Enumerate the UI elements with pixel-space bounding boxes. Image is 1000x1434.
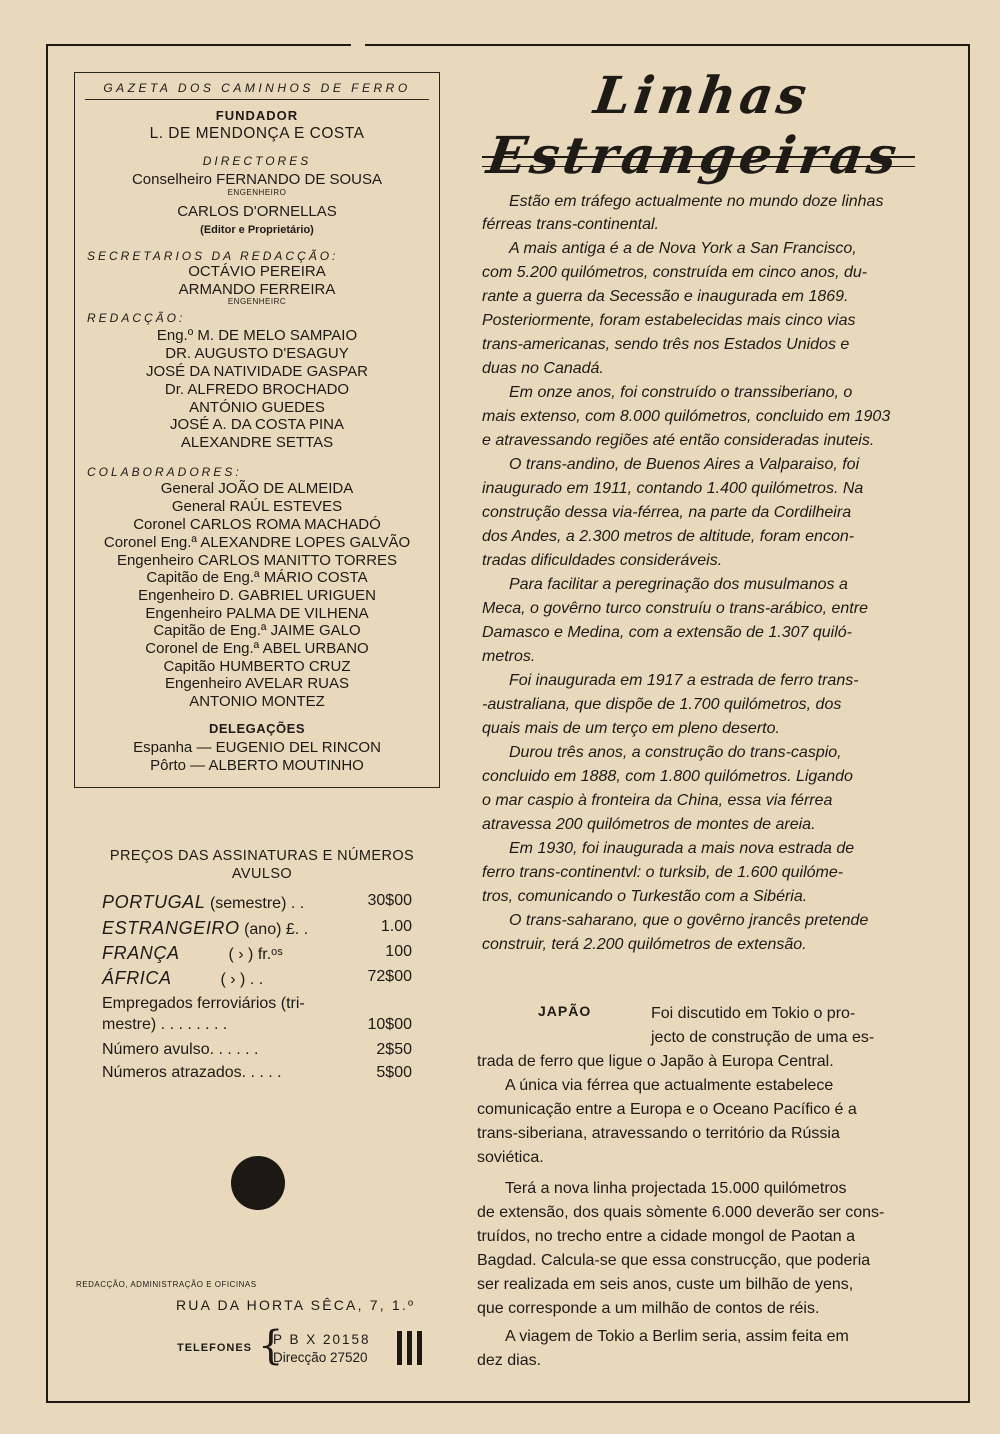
brace-glyph: { (258, 1323, 284, 1369)
editorial-member: Eng.º M. DE MELO SAMPAIO (156, 327, 358, 344)
price-row-single (102, 1041, 412, 1063)
article-line: Posteriormente, foram estabelecidas mais cinco vias (482, 312, 856, 329)
article-line: Damasco e Medina, com a extensão de 1.307 quiló- (482, 624, 852, 641)
article-title: Linhas Estrangeiras (483, 66, 905, 186)
price-value: 72$00 (367, 968, 412, 985)
title-rule-thick (482, 156, 915, 158)
price-value: 1.00 (380, 918, 412, 935)
price-row-employees-1 (102, 995, 412, 1017)
contributor: Coronel Eng.ª ALEXANDRE LOPES GALVÃO (103, 534, 411, 551)
article-line: atravessa 200 quilómetros de montes de areia. (482, 816, 816, 833)
ornament-bars (397, 1331, 423, 1365)
directors-heading: DIRECTORES (202, 154, 312, 168)
editorial-member: JOSÉ A. DA COSTA PINA (170, 416, 344, 433)
article-line: tros, comunicando o Turkestão com a Sibéria. (482, 888, 808, 905)
secretaries-heading: SECRETARIOS DA REDACÇÃO: (87, 249, 339, 263)
article-line: Em onze anos, foi construído o transsiberiano, o (509, 384, 853, 401)
price-row-back-issues (102, 1064, 412, 1086)
article-line: inaugurado em 1911, contando 1.400 quilómetros. Na (482, 480, 864, 497)
contributor: ANTONIO MONTEZ (189, 693, 325, 710)
article-line: A mais antiga é a de Nova York a San Francisco, (509, 240, 857, 257)
article-title-block (478, 64, 928, 186)
japan-line: A viagem de Tokio a Berlim seria, assim feita em (505, 1328, 849, 1345)
contributor: Engenheiro D. GABRIEL URIGUEN (138, 587, 376, 604)
border-gap (351, 40, 365, 50)
contributor: Capitão de Eng.ª JAIME GALO (153, 622, 361, 639)
director-2: CARLOS D'ORNELLAS (177, 203, 337, 220)
title-rule-thin (482, 166, 915, 167)
japan-line: de extensão, dos quais sòmente 6.000 deverão ser cons- (477, 1204, 885, 1221)
price-detail: (ano) £. . (239, 921, 309, 938)
price-country: ESTRANGEIRO (102, 918, 240, 938)
article-line: ferro trans-continentvl: o turksib, de 1.600 quilóme- (482, 864, 844, 881)
contributor: Engenheiro PALMA DE VILHENA (145, 605, 369, 622)
contributor: Engenheiro AVELAR RUAS (165, 675, 349, 692)
article-line: metros. (482, 648, 536, 665)
article-line: -australiana, que dispõe de 1.700 quilómetros, dos (482, 696, 842, 713)
contributor: Coronel CARLOS ROMA MACHADÓ (133, 516, 381, 533)
address-heading: REDACÇÃO, ADMINISTRAÇÃO E OFICINAS (76, 1280, 257, 1289)
japan-line: truídos, no trecho entre a cidade mongol de Paotan a (477, 1228, 856, 1245)
japan-line: comunicação entre a Europa e o Oceano Pacífico é a (477, 1101, 857, 1118)
japan-line: soviética. (477, 1149, 544, 1166)
article-line: com 5.200 quilómetros, construída em cinco anos, du- (482, 264, 868, 281)
contributors-heading: COLABORADORES: (87, 465, 242, 479)
japan-heading: JAPÃO (538, 1003, 592, 1019)
prices-title-1: PREÇOS DAS ASSINATURAS E NÚMEROS (109, 848, 415, 864)
japan-line: Foi discutido em Tokio o pro- (651, 1005, 856, 1022)
editorial-member: Dr. ALFREDO BROCHADO (164, 381, 350, 398)
japan-line: que corresponde a um milhão de contos de réis. (477, 1300, 820, 1317)
delegation: Espanha — EUGENIO DEL RINCON (133, 739, 381, 756)
article-line: trans-americanas, sendo três nos Estados Unidos e (482, 336, 850, 353)
article-line: Meca, o govêrno turco construíu o trans-arábico, entre (482, 600, 868, 617)
seal-emblem (231, 1156, 285, 1210)
article-line: duas no Canadá. (482, 360, 604, 377)
price-detail: ( › ) fr.ᵒˢ (179, 946, 283, 963)
article-line: construir, terá 2.200 quilómetros de extensão. (482, 936, 807, 953)
secretary-2: ARMANDO FERREIRA (178, 281, 336, 298)
article-line: O trans-andino, de Buenos Aires a Valparaiso, foi (509, 456, 860, 473)
article-line: o mar caspio à fronteira da China, essa via férrea (482, 792, 833, 809)
japan-line: ser realizada em seis anos, custe um bilhão de yens, (477, 1276, 854, 1293)
article-line: dos Andes, a 2.300 metros de altitude, foram encon- (482, 528, 855, 545)
director-2-note: (Editor e Proprietário) (200, 224, 314, 236)
phones-label: TELEFONES (177, 1342, 253, 1354)
article-line: férreas trans-continental. (482, 216, 659, 233)
price-row-africa (102, 968, 412, 990)
contributor: Coronel de Eng.ª ABEL URBANO (145, 640, 369, 657)
article-line: Para facilitar a peregrinação dos musulmanos a (509, 576, 848, 593)
japan-line: dez dias. (477, 1352, 542, 1369)
price-country: FRANÇA (102, 943, 180, 963)
secretary-1: OCTÁVIO PEREIRA (188, 263, 326, 280)
director-1: Conselheiro FERNANDO DE SOUSA (131, 171, 383, 188)
single-value: 2$50 (376, 1041, 412, 1058)
article-line: concluido em 1888, com 1.800 quilómetros. Ligando (482, 768, 853, 785)
japan-line: Terá a nova linha projectada 15.000 quilómetros (505, 1180, 847, 1197)
contributor: General JOÃO DE ALMEIDA (160, 480, 354, 497)
price-row-portugal (102, 892, 412, 914)
price-country: PORTUGAL (102, 892, 206, 912)
founder-name: L. DE MENDONÇA E COSTA (149, 125, 365, 142)
contributor: Capitão de Eng.ª MÁRIO COSTA (146, 569, 368, 586)
staff-box (74, 72, 440, 788)
phone-1: P B X 20158 (273, 1332, 371, 1347)
masthead-rule (85, 99, 429, 100)
employees-label-1: Empregados ferroviários (tri- (102, 995, 305, 1012)
editorial-heading: REDACÇÃO: (87, 311, 186, 325)
japan-line: trans-siberiana, atravessando o território da Rússia (477, 1125, 840, 1142)
article-line: rante a guerra da Secessão e inaugurada em 1869. (482, 288, 849, 305)
editorial-member: ALEXANDRE SETTAS (180, 434, 334, 451)
contributor: General RAÚL ESTEVES (171, 498, 343, 515)
article-line: e atravessando regiões até então consideradas inuteis. (482, 432, 875, 449)
back-issues-value: 5$00 (376, 1064, 412, 1081)
article-line: Foi inaugurada em 1917 a estrada de ferro trans- (509, 672, 859, 689)
price-row-employees-2 (102, 1016, 412, 1038)
contributor: Capitão HUMBERTO CRUZ (163, 658, 351, 675)
editorial-member: JOSÉ DA NATIVIDADE GASPAR (146, 363, 368, 380)
editorial-member: DR. AUGUSTO D'ESAGUY (165, 345, 349, 362)
director-1-title: ENGENHEIRO (227, 188, 287, 197)
back-issues-label: Números atrazados. . . . . (102, 1064, 282, 1081)
phone-2: Direcção 27520 (273, 1350, 368, 1365)
price-detail: ( › ) . . (171, 971, 264, 988)
employees-label-2: mestre) . . . . . . . . (102, 1016, 228, 1033)
price-row-estrangeiro (102, 918, 412, 940)
prices-title-2: AVULSO (231, 866, 293, 882)
article-line: Estão em tráfego actualmente no mundo doze linhas (509, 193, 884, 210)
japan-line: A única via férrea que actualmente estabelece (505, 1077, 834, 1094)
contributor: Engenheiro CARLOS MANITTO TORRES (116, 552, 398, 569)
price-detail: (semestre) . . (205, 895, 305, 912)
price-value: 30$00 (367, 892, 412, 909)
secretary-2-title: ENGENHEIRC (227, 297, 287, 306)
single-label: Número avulso. . . . . . (102, 1041, 259, 1058)
article-line: tradas dificuldades consideráveis. (482, 552, 723, 569)
price-value: 100 (385, 943, 412, 960)
japan-line: jecto de construção de uma es- (651, 1029, 875, 1046)
founder-heading: FUNDADOR (215, 108, 299, 123)
article-line: O trans-saharano, que o govêrno jrancês pretende (509, 912, 869, 929)
article-line: Durou três anos, a construção do trans-caspio, (509, 744, 842, 761)
article-line: Em 1930, foi inaugurada a mais nova estrada de (509, 840, 855, 857)
price-country: ÁFRICA (102, 968, 172, 988)
price-row-franca (102, 943, 412, 965)
japan-line: Bagdad. Calcula-se que essa construcção, que poderia (477, 1252, 871, 1269)
employees-value: 10$00 (367, 1016, 412, 1033)
street-address: RUA DA HORTA SÊCA, 7, 1.º (176, 1297, 416, 1313)
delegation: Pôrto — ALBERTO MOUTINHO (150, 757, 364, 774)
delegations-heading: DELEGAÇÕES (208, 721, 305, 736)
article-line: quais mais de um terço em pleno deserto. (482, 720, 780, 737)
article-line: construção dessa via-férrea, na parte da Cordilheira (482, 504, 852, 521)
masthead: GAZETA DOS CAMINHOS DE FERRO (103, 81, 411, 95)
japan-line: trada de ferro que ligue o Japão à Europa Central. (477, 1053, 834, 1070)
editorial-member: ANTÓNIO GUEDES (189, 399, 325, 416)
article-line: mais extenso, com 8.000 quilómetros, concluido em 1903 (482, 408, 891, 425)
